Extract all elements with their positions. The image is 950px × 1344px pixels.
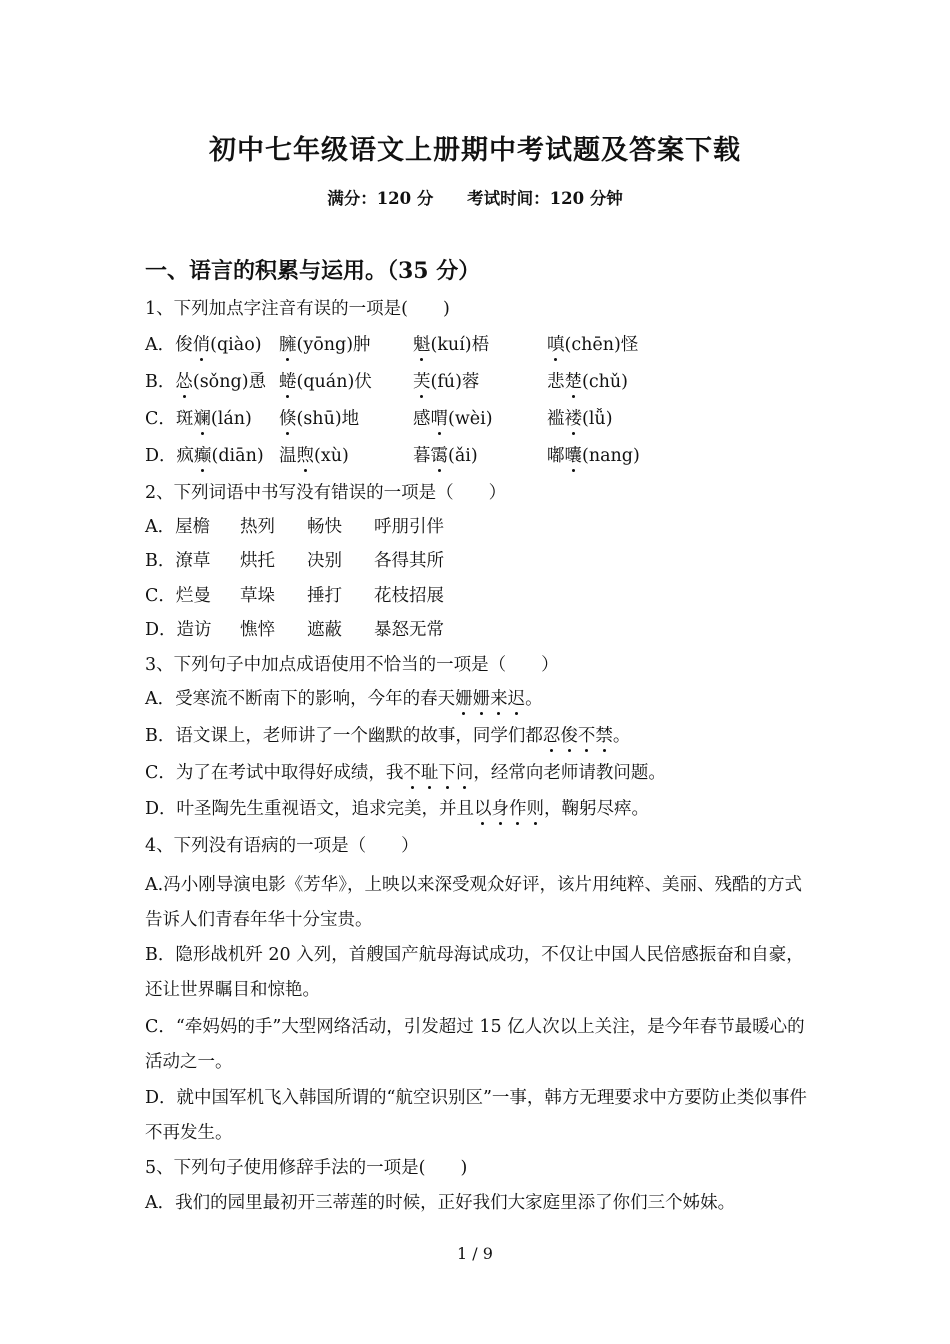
dotted-char: 不: [577, 726, 596, 746]
dotted-char: 来: [490, 689, 508, 709]
q4-option-d: D．就中国军机飞入韩国所谓的“航空识别区”一事，韩方无理要求中方要防止类似事件不再发生。: [145, 1088, 807, 1143]
dotted-char: 不: [403, 763, 421, 783]
q2-stem: 2、下列词语中书写没有错误的一项是（ ）: [145, 483, 507, 503]
section-heading: 一、语言的积累与运用。（35 分）: [145, 258, 481, 284]
q3-option-d: D．叶圣陶先生重视语文，追求完美，并且以身作则，鞠躬尽瘁。: [145, 799, 650, 819]
dotted-char: 蜷: [279, 372, 297, 392]
dotted-char: 癫: [194, 446, 212, 466]
page-number: 1 / 9: [457, 1244, 493, 1263]
dotted-char: 喟: [430, 409, 448, 429]
dotted-char: 忍: [542, 726, 561, 746]
dotted-char: 倏: [279, 409, 297, 429]
dotted-char: 魁: [413, 335, 431, 355]
dotted-char: 霭: [430, 446, 448, 466]
q5-option-a: A．我们的园里最初开三蒂莲的时候，正好我们大家庭里添了你们三个姊妹。: [145, 1193, 736, 1213]
dotted-char: 俊: [560, 726, 578, 746]
q5-stem: 5、下列句子使用修辞手法的一项是( ): [145, 1158, 468, 1178]
q2-option-b: B．潦草 烘托 决别 各得其所: [145, 551, 444, 571]
dotted-char: 姗: [472, 689, 491, 709]
dotted-char: 嗔: [547, 335, 565, 355]
dotted-char: 问: [455, 763, 474, 783]
dotted-phrase: [455, 689, 525, 709]
dotted-char: 禁: [595, 726, 613, 746]
dotted-char: 作: [509, 799, 527, 819]
page-title: 初中七年级语文上册期中考试题及答案下载: [209, 135, 741, 166]
q1-option-a: A．俊俏(qiào) 臃(yōng)肿 魁(kuí)梧 嗔(chēn)怪: [145, 335, 639, 355]
dotted-char: 斓: [193, 409, 211, 429]
dotted-char: 身: [491, 799, 510, 819]
dotted-char: 迟: [507, 689, 526, 709]
q3-option-a: A．受寒流不断南下的影响，今年的春天姗姗来迟。: [145, 689, 543, 709]
dotted-char: 褛: [564, 409, 582, 429]
q4-option-b: B．隐形战机歼 20 入列，首艘国产航母海试成功，不仅让中国人民倍感振奋和自豪，还让世界瞩目和惊艳。: [145, 945, 804, 1000]
dotted-char: 煦: [296, 446, 314, 466]
q2-option-c: C．烂曼 草垛 捶打 花枝招展: [145, 586, 444, 606]
dotted-char: 臃: [279, 335, 297, 355]
q4-option-a: A.冯小刚导演电影《芳华》，上映以来深受观众好评，该片用纯粹、美丽、残酷的方式告诉人们青春年华十分宝贵。: [145, 875, 802, 930]
dotted-char: 楚: [564, 372, 582, 392]
q1-option-c: C．斑斓(lán) 倏(shū)地 感喟(wèi) 褴褛(lǚ): [145, 409, 613, 429]
dotted-phrase: [474, 799, 544, 819]
dotted-char: 则: [526, 799, 545, 819]
dotted-char: 耻: [420, 763, 439, 783]
dotted-char: 下: [438, 763, 456, 783]
dotted-char: 俏: [192, 335, 211, 355]
exam-info: [0, 185, 950, 209]
dotted-char: 囔: [564, 446, 582, 466]
dotted-char: 姗: [455, 689, 473, 709]
q1-option-d: D．疯癫(diān) 温煦(xù) 暮霭(ǎi) 嘟囔(nang): [145, 446, 640, 466]
q4-stem: 4、下列没有语病的一项是（ ）: [145, 836, 419, 856]
dotted-char: 以: [474, 799, 492, 819]
dotted-phrase: [543, 726, 613, 746]
q3-stem: 3、下列句子中加点成语使用不恰当的一项是（ ）: [145, 655, 559, 675]
q3-option-b: B．语文课上，老师讲了一个幽默的故事，同学们都忍俊不禁。: [145, 726, 631, 746]
q1-option-b: B．怂(sǒng)恿 蜷(quán)伏 芙(fú)蓉 悲楚(chǔ): [145, 372, 628, 392]
exam-time: 考试时间：120 分钟: [467, 189, 623, 208]
dotted-char: 芙: [413, 372, 431, 392]
full-score: 满分：120 分: [327, 189, 434, 208]
q3-option-c: C．为了在考试中取得好成绩，我不耻下问，经常向老师请教问题。: [145, 763, 666, 783]
q2-option-d: D．造访 憔悴 遮蔽 暴怒无常: [145, 620, 444, 640]
dotted-char: 怂: [175, 372, 193, 392]
q4-option-c: C．“牵妈妈的手”大型网络活动，引发超过 15 亿人次以上关注，是今年春节最暖心的活动之一。: [145, 1017, 805, 1072]
q2-option-a: A．屋檐 热列 畅快 呼朋引伴: [145, 517, 444, 537]
q1-stem: 1、下列加点字注音有误的一项是( ): [145, 299, 450, 319]
dotted-phrase: [403, 763, 473, 783]
